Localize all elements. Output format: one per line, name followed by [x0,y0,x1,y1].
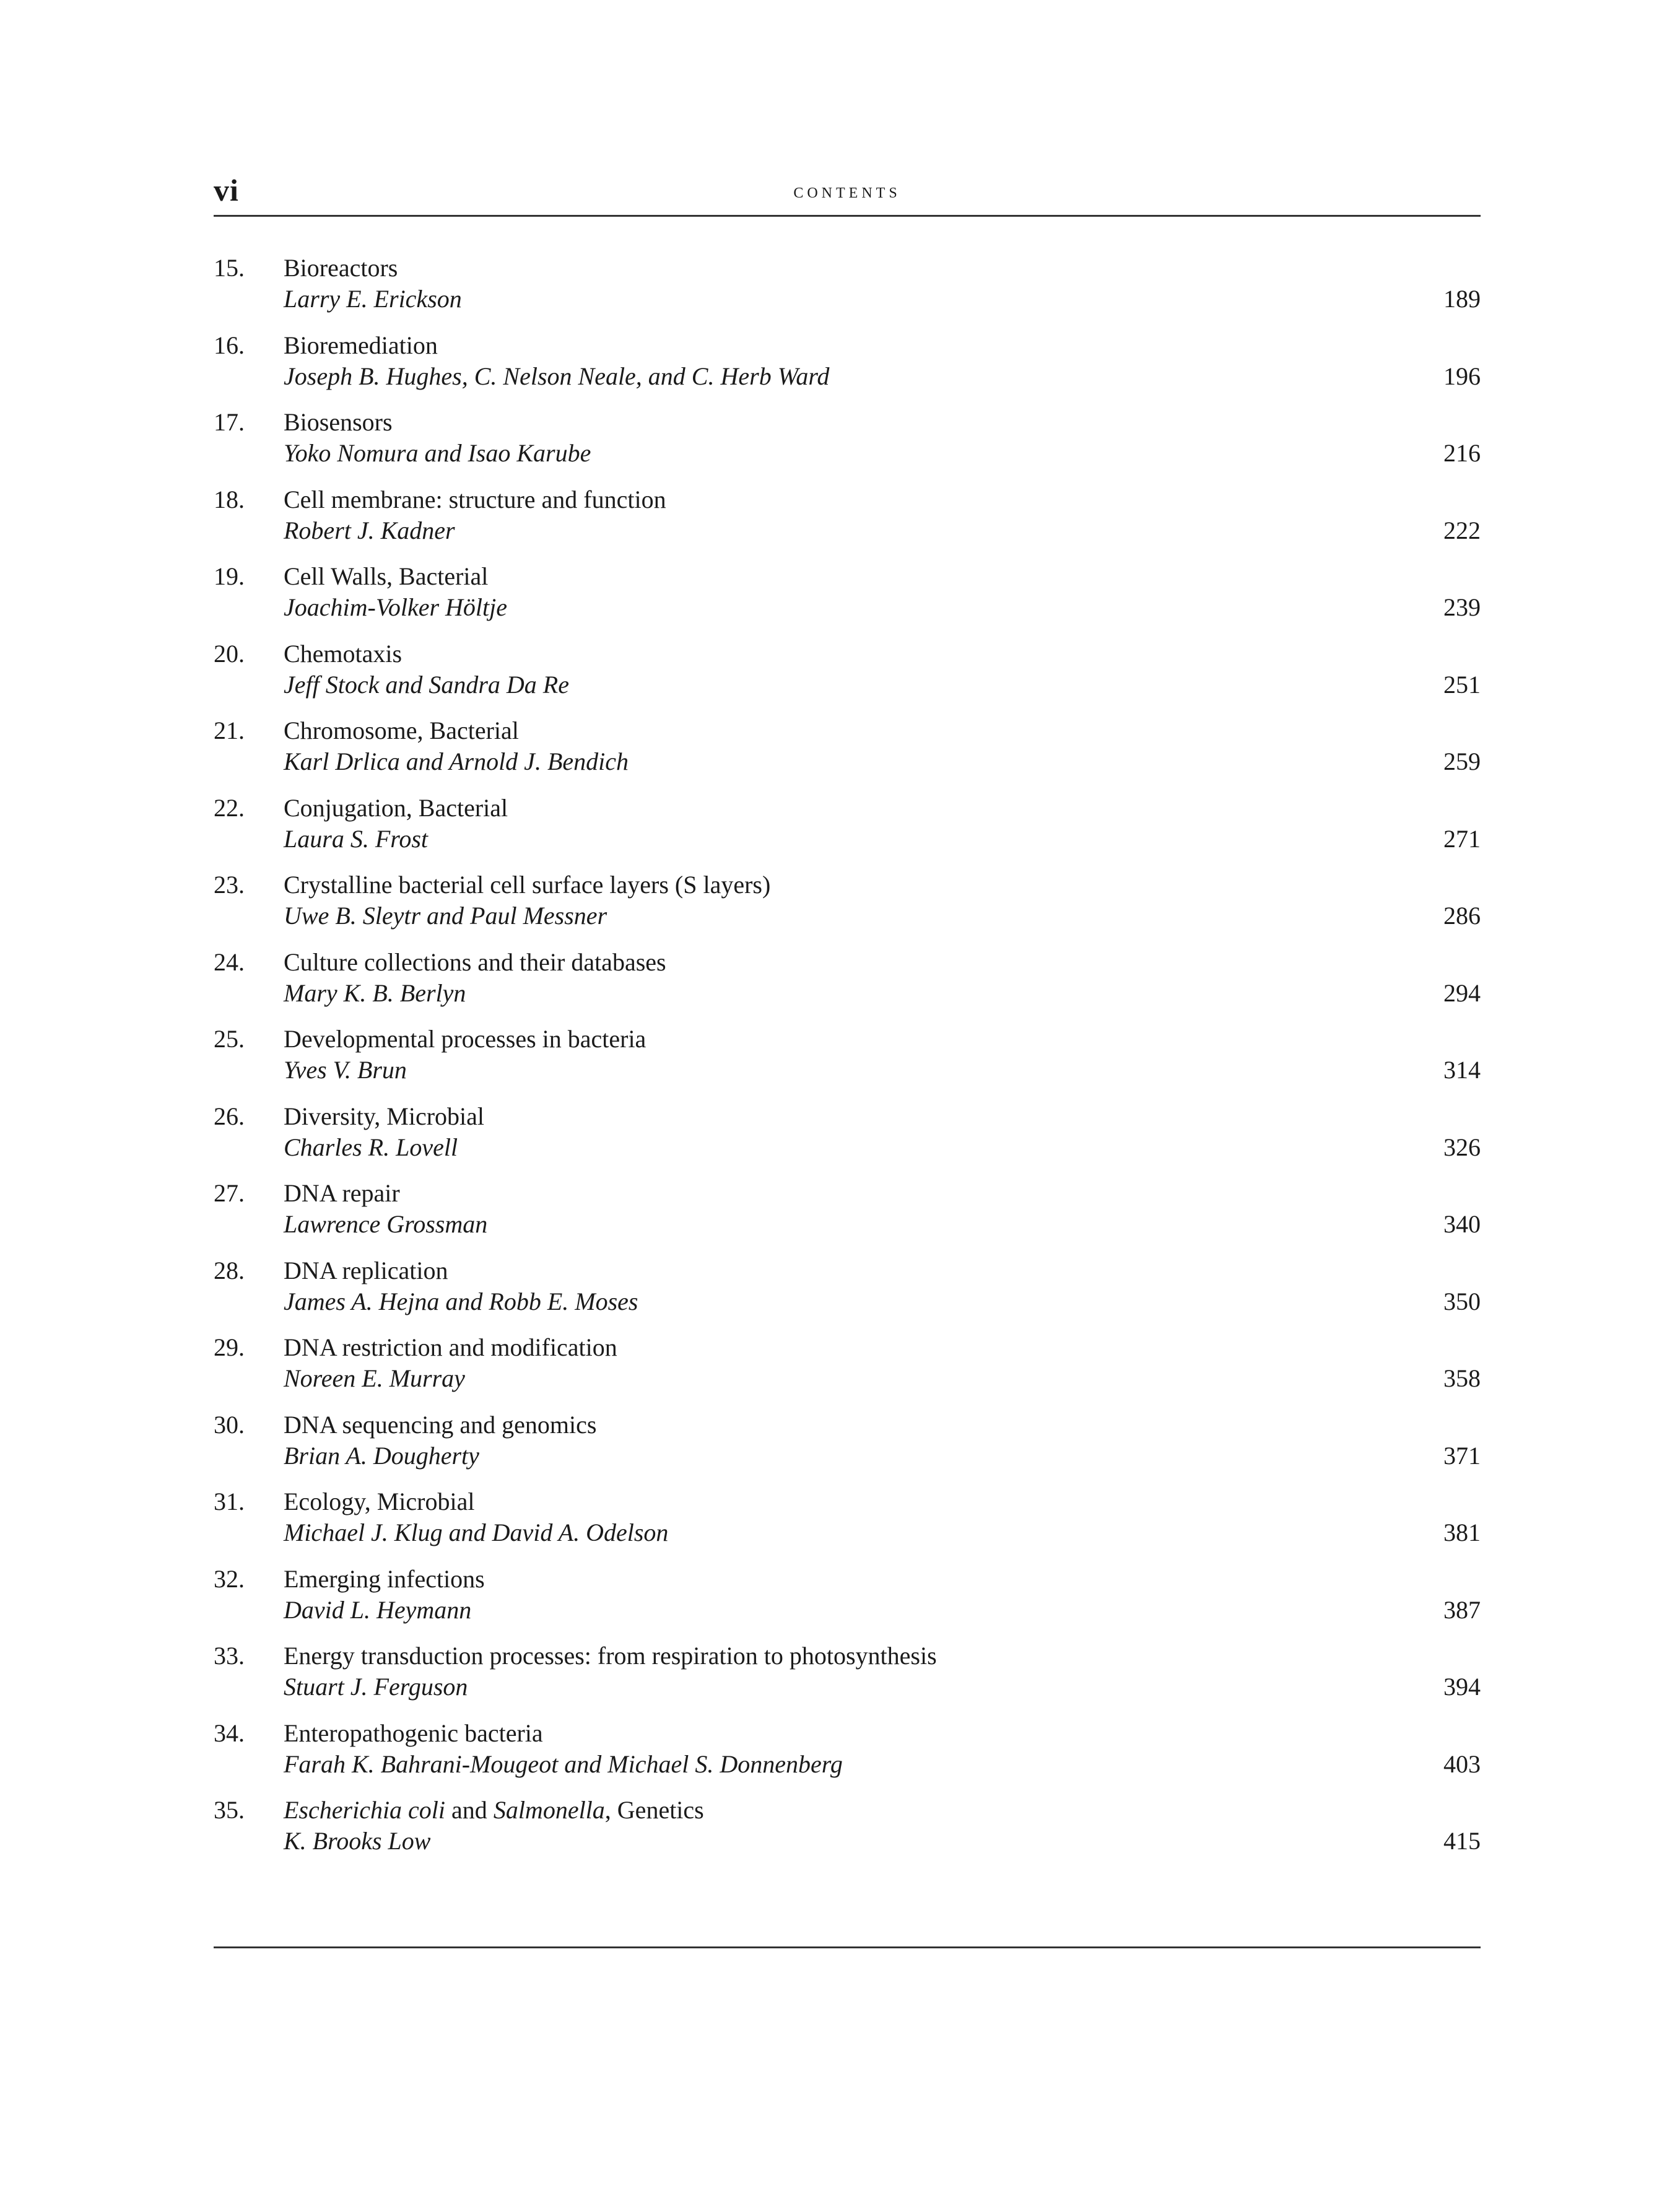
entry-number: 15. [214,254,245,282]
toc-entry [214,1486,1481,1564]
page-header [214,167,1481,217]
entry-author: Michael J. Klug and David A. Odelson [284,1519,669,1546]
toc-entry [214,1564,1481,1641]
entry-page: 189 [1443,285,1481,313]
entry-number: 34. [214,1719,245,1747]
toc-entry [214,330,1481,408]
entry-page: 294 [1443,978,1481,1007]
toc-entry [214,947,1481,1024]
entry-title: Energy transduction processes: from respiration to photosynthesis [284,1642,937,1670]
toc-entry [214,1718,1481,1795]
entry-title: Crystalline bacterial cell surface layers (S layers) [284,871,771,899]
entry-number: 28. [214,1256,245,1284]
entry-number: 29. [214,1333,245,1361]
entry-author: Stuart J. Ferguson [284,1673,468,1701]
entry-number: 33. [214,1642,245,1670]
entry-page: 394 [1443,1673,1481,1701]
entry-title-part: , Genetics [604,1796,704,1824]
toc-entry [214,1101,1481,1179]
entry-page: 371 [1443,1441,1481,1470]
entry-number: 35. [214,1796,245,1824]
entry-author: Farah K. Bahrani-Mougeot and Michael S. Donnenberg [284,1750,843,1778]
entry-page: 222 [1443,516,1481,544]
toc-entry [214,253,1481,330]
entry-author: Karl Drlica and Arnold J. Bendich [284,747,629,775]
entry-number: 32. [214,1564,245,1593]
entry-page: 216 [1443,439,1481,467]
entry-title: Developmental processes in bacteria [284,1025,646,1053]
entry-title: DNA sequencing and genomics [284,1410,597,1439]
footer-rule [214,1946,1481,1948]
entry-page: 251 [1443,670,1481,699]
toc-entry [214,484,1481,562]
entry-number: 26. [214,1102,245,1130]
toc-entry [214,561,1481,639]
entry-author: Brian A. Dougherty [284,1441,479,1470]
entry-number: 31. [214,1488,245,1515]
entry-page: 286 [1443,902,1481,930]
entry-author: Mary K. B. Berlyn [284,978,466,1007]
table-of-contents [214,253,1481,1872]
entry-title [284,1795,704,1826]
entry-title-italic-part: Salmonella [493,1796,605,1824]
entry-author: Noreen E. Murray [284,1364,465,1392]
entry-author: Lawrence Grossman [284,1210,488,1238]
toc-entry [214,639,1481,716]
entry-page: 340 [1443,1210,1481,1238]
entry-author: Yoko Nomura and Isao Karube [284,439,591,467]
entry-title: DNA replication [284,1256,448,1284]
entry-page: 381 [1443,1519,1481,1546]
entry-number: 25. [214,1025,245,1053]
entry-page: 259 [1443,747,1481,775]
entry-author: Uwe B. Sleytr and Paul Messner [284,902,607,930]
entry-title: Bioreactors [284,254,398,282]
entry-author: Joachim-Volker Höltje [284,593,507,621]
entry-title: DNA repair [284,1179,400,1207]
toc-entry [214,870,1481,947]
entry-title: Culture collections and their databases [284,948,666,976]
entry-page: 239 [1443,593,1481,621]
entry-title: Cell Walls, Bacterial [284,562,489,590]
running-head: contents [793,180,901,203]
entry-title-italic-part: Escherichia coli [284,1796,446,1824]
entry-author: Laura S. Frost [284,824,429,853]
entry-number: 23. [214,871,245,899]
entry-title: Enteropathogenic bacteria [284,1719,543,1747]
entry-author: David L. Heymann [284,1595,472,1624]
entry-number: 20. [214,639,245,668]
entry-author: K. Brooks Low [284,1827,431,1855]
toc-entry [214,1641,1481,1718]
entry-page: 196 [1443,362,1481,390]
entry-author: Yves V. Brun [284,1056,407,1084]
toc-entry [214,407,1481,484]
entry-title: Chemotaxis [284,639,403,668]
entry-title: Bioremediation [284,331,438,359]
entry-author: Charles R. Lovell [284,1133,458,1161]
toc-entry [214,793,1481,870]
entry-title: Diversity, Microbial [284,1102,485,1130]
entry-page: 358 [1443,1364,1481,1392]
entry-page: 350 [1443,1287,1481,1315]
entry-number: 30. [214,1410,245,1439]
entry-title: Conjugation, Bacterial [284,793,508,822]
entry-title: Ecology, Microbial [284,1488,475,1515]
entry-title: Biosensors [284,408,393,436]
entry-author: Robert J. Kadner [284,516,455,544]
toc-entry [214,715,1481,793]
entry-page: 326 [1443,1133,1481,1161]
entry-title-part: and [445,1796,494,1824]
entry-title: Chromosome, Bacterial [284,717,519,744]
toc-entry [214,1024,1481,1101]
entry-number: 24. [214,948,245,976]
toc-entry [214,1795,1481,1872]
toc-entry [214,1178,1481,1255]
entry-number: 22. [214,793,245,822]
entry-number: 18. [214,485,245,513]
toc-entry [214,1255,1481,1333]
entry-author: Larry E. Erickson [284,285,462,313]
entry-page: 271 [1443,824,1481,853]
entry-number: 27. [214,1179,245,1207]
entry-title: Emerging infections [284,1564,485,1593]
entry-page: 314 [1443,1056,1481,1084]
entry-page: 403 [1443,1750,1481,1778]
toc-entry [214,1332,1481,1410]
header-rule [214,215,1481,217]
entry-number: 21. [214,717,245,744]
entry-title: Cell membrane: structure and function [284,485,666,513]
entry-number: 16. [214,331,245,359]
entry-page: 387 [1443,1595,1481,1624]
entry-author: Joseph B. Hughes, C. Nelson Neale, and C. Herb Ward [284,362,830,390]
folio-page-number: vi [214,173,239,207]
entry-number: 17. [214,408,245,436]
entry-author: Jeff Stock and Sandra Da Re [284,670,569,699]
entry-title: DNA restriction and modification [284,1333,617,1361]
entry-page: 415 [1443,1827,1481,1855]
entry-number: 19. [214,562,245,590]
toc-entry [214,1410,1481,1487]
entry-author: James A. Hejna and Robb E. Moses [284,1287,638,1315]
